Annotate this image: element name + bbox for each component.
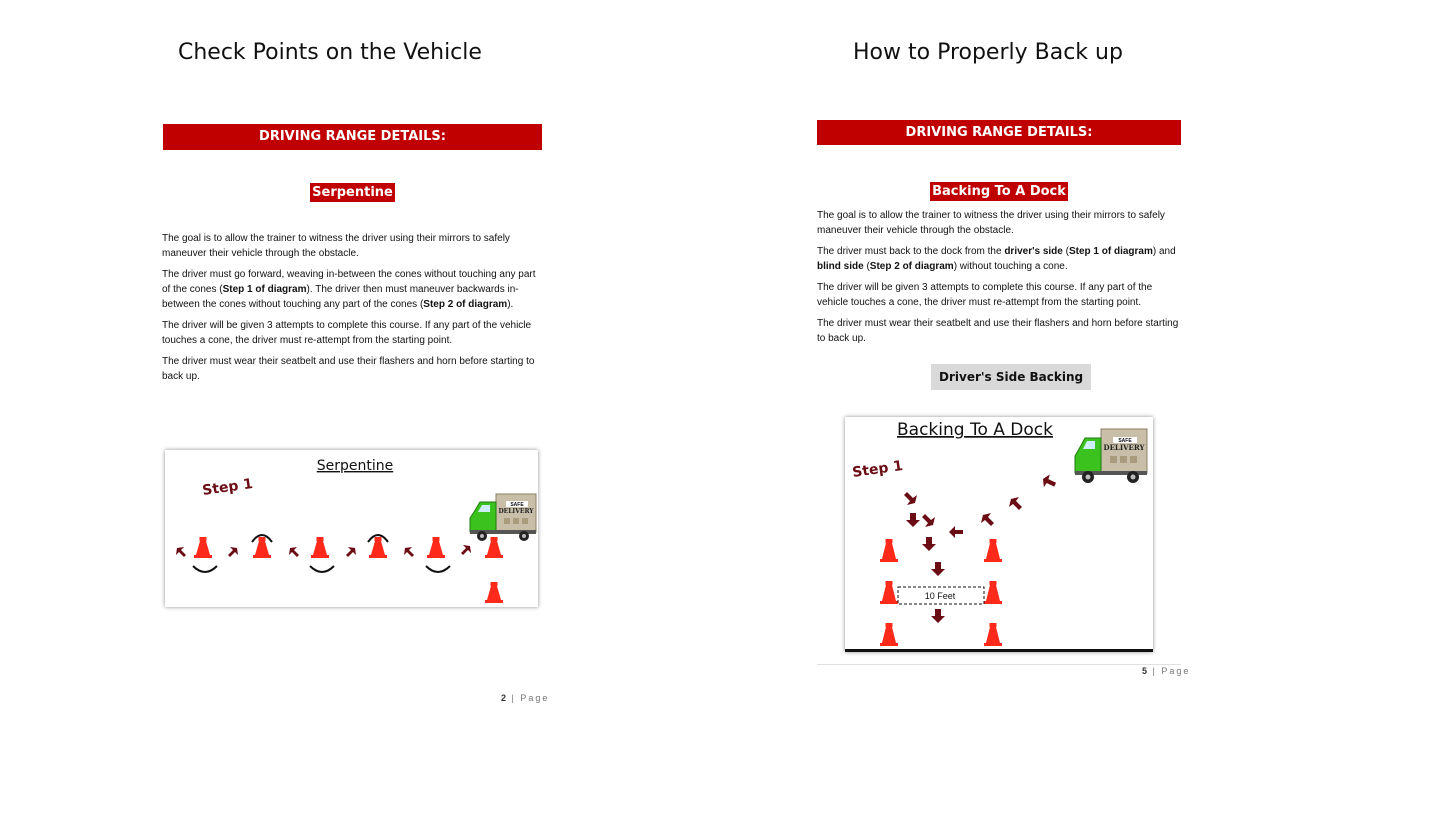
cone-icon (880, 623, 898, 646)
cone-icon (369, 537, 387, 558)
curve-under-icon (426, 566, 450, 572)
cone-icon (984, 539, 1002, 562)
cone-icon (427, 537, 445, 558)
arrow-icon (949, 526, 963, 538)
left-body-text (162, 231, 544, 390)
svg-text:DELIVERY: DELIVERY (498, 508, 534, 515)
arrow-icon (922, 514, 935, 527)
left-page-number: 2 | Page (501, 693, 550, 703)
cone-icon (485, 582, 503, 603)
right-paragraph-goal: The goal is to allow the trainer to witness the driver using their mirrors to safely maneuver their vehicle through the obstacle. (817, 210, 1165, 236)
arrow-icon (1040, 473, 1057, 490)
arrow-icon (404, 547, 414, 557)
cone-icon (984, 581, 1002, 604)
arrow-icon (346, 547, 356, 557)
right-paragraph-instructions: The driver must back to the dock from the driver's side (Step 1 of diagram) and blind side (Step 2 of diagram) without touching a cone. (817, 246, 1176, 272)
curve-under-icon (310, 566, 334, 572)
arrow-icon (461, 545, 471, 555)
curve-under-icon (193, 566, 217, 572)
svg-text:DELIVERY: DELIVERY (1103, 443, 1145, 452)
cone-icon (485, 537, 503, 558)
arrow-icon (906, 513, 920, 527)
svg-text:SAFE: SAFE (1118, 438, 1132, 444)
cone-icon (880, 539, 898, 562)
right-page-number: 5 | Page (1142, 666, 1191, 676)
right-subheading-wrap (817, 182, 1181, 200)
serpentine-diagram-svg (165, 450, 538, 607)
left-subheading-wrap (163, 183, 542, 201)
cone-icon (253, 537, 271, 558)
arrow-icon (228, 547, 238, 557)
arrow-icon (922, 537, 936, 551)
left-paragraph-attempts: The driver will be given 3 attempts to complete this course. If any part of the vehicle touches a cone, the driver must re-attempt from the starting point. (162, 320, 532, 346)
right-paragraph-seatbelt: The driver must wear their seatbelt and use their flashers and horn before starting to back up. (817, 318, 1179, 344)
left-subheading: Serpentine (312, 185, 393, 200)
right-body-text (817, 208, 1183, 352)
backing-dock-diagram-title: Backing To A Dock (897, 420, 1053, 440)
arrow-icon (931, 609, 945, 623)
backing-dock-diagram (845, 417, 1153, 652)
left-slide-title: Check Points on the Vehicle (178, 40, 482, 65)
left-driving-range-banner: DRIVING RANGE DETAILS: (163, 124, 542, 150)
arrow-icon (904, 492, 917, 505)
cone-icon (194, 537, 212, 558)
serpentine-diagram-title: Serpentine (316, 458, 394, 474)
right-paragraph-attempts: The driver will be given 3 attempts to complete this course. If any part of the vehicle touches a cone, the driver must re-attempt from the starting point. (817, 282, 1153, 308)
delivery-truck-icon (470, 494, 536, 541)
right-subheading: Backing To A Dock (932, 184, 1066, 199)
svg-text:SAFE: SAFE (510, 502, 524, 508)
arrow-icon (289, 547, 299, 557)
backing-dock-diagram-svg (845, 417, 1153, 649)
left-paragraph-seatbelt: The driver must wear their seatbelt and use their flashers and horn before starting to back up. (162, 356, 535, 382)
left-paragraph-goal: The goal is to allow the trainer to witness the driver using their mirrors to safely maneuver their vehicle through the obstacle. (162, 233, 510, 259)
serpentine-diagram (165, 450, 538, 607)
drivers-side-backing-label: Driver's Side Backing (931, 364, 1091, 390)
cone-icon (984, 623, 1002, 646)
drivers-side-backing-label-wrap (931, 364, 1091, 390)
delivery-truck-icon (1075, 429, 1147, 483)
backing-step-label: Step 1 (851, 458, 904, 481)
cone-icon (880, 581, 898, 604)
distance-label: 10 Feet (924, 591, 956, 601)
right-footer-divider (817, 664, 1181, 665)
arrow-icon (1009, 497, 1022, 510)
left-paragraph-instructions: The driver must go forward, weaving in-between the cones without touching any part of the cones (Step 1 of diagram). The driver then must maneuver backwards in-between the cones without touching any part of the cones (Step 2 of diagram). (162, 269, 536, 310)
serpentine-step-label: Step 1 (201, 476, 254, 499)
arrow-icon (931, 562, 945, 576)
right-driving-range-banner: DRIVING RANGE DETAILS: (817, 120, 1181, 145)
arrow-icon (176, 547, 186, 557)
cone-icon (311, 537, 329, 558)
right-slide-title: How to Properly Back up (853, 40, 1123, 65)
arrow-icon (981, 513, 994, 526)
